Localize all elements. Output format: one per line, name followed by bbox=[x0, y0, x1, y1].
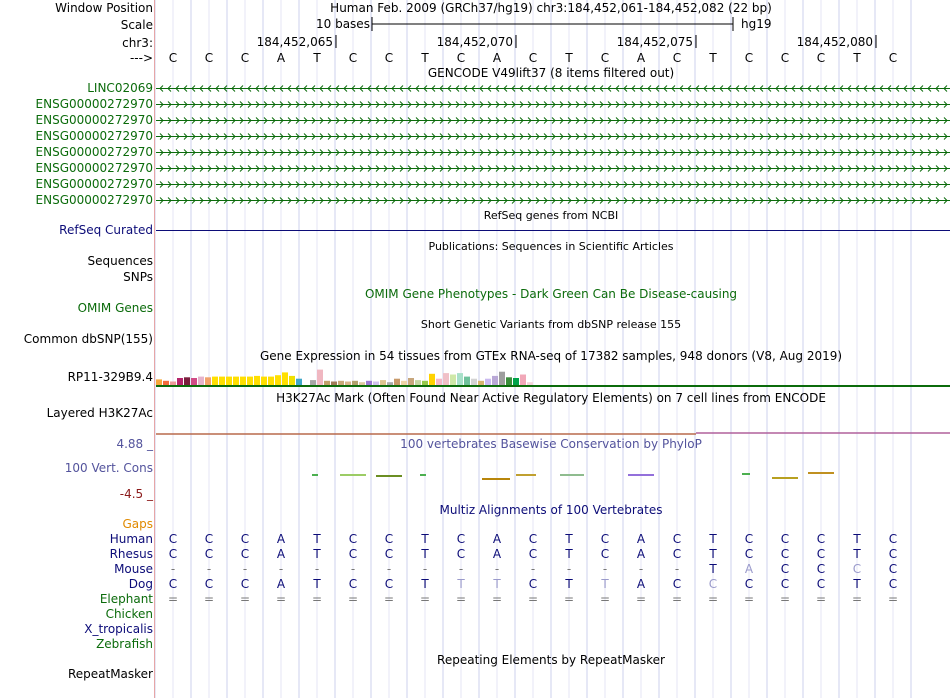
species-label[interactable]: Elephant bbox=[99, 592, 153, 606]
gtex-bar bbox=[240, 377, 246, 385]
gtex-bar bbox=[268, 377, 274, 385]
alignment-base: T bbox=[565, 547, 573, 561]
gencode-item-label[interactable]: ENSG00000272970 bbox=[35, 129, 153, 143]
alignment-base: = bbox=[419, 592, 431, 606]
gencode-item-label[interactable]: LINC02069 bbox=[87, 81, 153, 95]
gtex-bar bbox=[177, 378, 183, 385]
alignment-base: = bbox=[239, 592, 251, 606]
alignment-base: = bbox=[815, 592, 827, 606]
gtex-bar bbox=[212, 377, 218, 385]
gtex-bar bbox=[317, 370, 323, 385]
gtex-bar bbox=[373, 382, 379, 386]
h3k27ac-label[interactable]: Layered H3K27Ac bbox=[46, 406, 153, 420]
strand-label: ---> bbox=[129, 51, 153, 65]
sequence-base: T bbox=[313, 51, 321, 65]
alignment-base: - bbox=[422, 562, 428, 576]
alignment-base: C bbox=[744, 532, 754, 546]
alignment-base: = bbox=[851, 592, 863, 606]
gtex-bar bbox=[401, 381, 407, 385]
alignment-base: C bbox=[816, 532, 826, 546]
alignment-base: = bbox=[167, 592, 179, 606]
alignment-base: = bbox=[635, 592, 647, 606]
alignment-base: = bbox=[275, 592, 287, 606]
alignment-base: T bbox=[709, 547, 717, 561]
alignment-base: C bbox=[780, 532, 790, 546]
alignment-base: = bbox=[347, 592, 359, 606]
alignment-base: - bbox=[530, 562, 536, 576]
multiz-title: Multiz Alignments of 100 Vertebrates bbox=[439, 503, 663, 517]
window-position-label: Window Position bbox=[55, 1, 153, 15]
gtex-bar bbox=[275, 375, 281, 385]
publications-label[interactable]: Sequences bbox=[87, 254, 153, 268]
alignment-base: A bbox=[492, 532, 502, 546]
alignment-base: = bbox=[743, 592, 755, 606]
gtex-bar bbox=[226, 377, 232, 385]
alignment-base: = bbox=[779, 592, 791, 606]
gtex-bar bbox=[184, 377, 190, 385]
gtex-bar bbox=[296, 379, 302, 385]
gtex-bar bbox=[191, 378, 197, 385]
gtex-bar bbox=[331, 382, 337, 386]
gtex-bar bbox=[485, 379, 491, 385]
gtex-bar bbox=[422, 381, 428, 385]
scale-bar-text: 10 bases bbox=[316, 17, 370, 31]
gtex-bar bbox=[415, 380, 421, 385]
gencode-item-label[interactable]: ENSG00000272970 bbox=[35, 113, 153, 127]
alignment-base: - bbox=[314, 562, 320, 576]
sequence-base: A bbox=[636, 51, 646, 65]
alignment-base: T bbox=[313, 577, 321, 591]
gtex-label[interactable]: RP11-329B9.4 bbox=[67, 370, 153, 384]
gtex-bar bbox=[450, 375, 456, 386]
publications-title: Publications: Sequences in Scientific Articles bbox=[428, 240, 674, 253]
alignment-base: - bbox=[206, 562, 212, 576]
alignment-base: T bbox=[601, 577, 609, 591]
alignment-base: - bbox=[494, 562, 500, 576]
snps-label[interactable]: SNPs bbox=[123, 270, 153, 284]
alignment-base: C bbox=[672, 547, 682, 561]
alignment-base: C bbox=[780, 562, 790, 576]
alignment-base: - bbox=[242, 562, 248, 576]
gtex-bar bbox=[359, 382, 365, 385]
alignment-base: C bbox=[888, 562, 898, 576]
alignment-base: C bbox=[816, 562, 826, 576]
gtex-bar bbox=[219, 377, 225, 385]
gtex-bar bbox=[478, 381, 484, 385]
gtex-bar bbox=[289, 376, 295, 385]
gtex-bar bbox=[513, 378, 519, 385]
alignment-base: = bbox=[887, 592, 899, 606]
dbsnp-label[interactable]: Common dbSNP(155) bbox=[23, 332, 153, 346]
alignment-base: C bbox=[888, 577, 898, 591]
gencode-item-label[interactable]: ENSG00000272970 bbox=[35, 145, 153, 159]
alignment-base: C bbox=[348, 577, 358, 591]
dbsnp-title: Short Genetic Variants from dbSNP release 155 bbox=[420, 318, 682, 331]
sequence-base: A bbox=[276, 51, 286, 65]
alignment-base: C bbox=[816, 577, 826, 591]
alignment-base: A bbox=[636, 532, 646, 546]
cons-title: 100 vertebrates Basewise Conservation by PhyloP bbox=[400, 437, 702, 451]
coordinate-label: 184,452,080 bbox=[796, 35, 873, 49]
gtex-bar bbox=[198, 377, 204, 385]
species-label[interactable]: Human bbox=[109, 532, 153, 546]
alignment-base: T bbox=[313, 547, 321, 561]
alignment-base: = bbox=[383, 592, 395, 606]
alignment-base: - bbox=[566, 562, 572, 576]
gtex-bar bbox=[247, 377, 253, 385]
alignment-base: C bbox=[168, 577, 178, 591]
alignment-base: A bbox=[492, 547, 502, 561]
alignment-base: A bbox=[276, 532, 286, 546]
alignment-base: C bbox=[168, 532, 178, 546]
sequence-base: C bbox=[168, 51, 178, 65]
gtex-bar bbox=[436, 379, 442, 385]
gtex-bar bbox=[527, 382, 533, 385]
alignment-base: C bbox=[528, 532, 538, 546]
gtex-bar bbox=[457, 373, 463, 385]
species-label[interactable]: Rhesus bbox=[109, 547, 153, 561]
cons-plot[interactable] bbox=[0, 455, 950, 495]
alignment-base: C bbox=[744, 547, 754, 561]
species-label[interactable]: Mouse bbox=[114, 562, 153, 576]
alignment-base: A bbox=[636, 547, 646, 561]
sequence-base: C bbox=[528, 51, 538, 65]
alignment-base: A bbox=[276, 547, 286, 561]
sequence-base: C bbox=[888, 51, 898, 65]
gencode-item-label[interactable]: ENSG00000272970 bbox=[35, 97, 153, 111]
alignment-base: T bbox=[709, 532, 717, 546]
sequence-base: C bbox=[384, 51, 394, 65]
gencode-item-label[interactable]: ENSG00000272970 bbox=[35, 193, 153, 207]
alignment-base: T bbox=[313, 532, 321, 546]
alignment-base: - bbox=[170, 562, 176, 576]
sequence-base: C bbox=[816, 51, 826, 65]
gtex-bar bbox=[471, 379, 477, 385]
gtex-bar bbox=[499, 372, 505, 385]
gtex-bar bbox=[506, 377, 512, 385]
alignment-base: C bbox=[384, 577, 394, 591]
alignment-base: C bbox=[528, 577, 538, 591]
sequence-base: C bbox=[204, 51, 214, 65]
cons-ymin: -4.5 _ bbox=[119, 487, 153, 501]
alignment-base: C bbox=[240, 577, 250, 591]
gtex-bar bbox=[170, 382, 176, 386]
alignment-base: = bbox=[599, 592, 611, 606]
coordinate-label: 184,452,075 bbox=[616, 35, 693, 49]
species-label[interactable]: Zebrafish bbox=[96, 637, 153, 651]
alignment-base: - bbox=[638, 562, 644, 576]
sequence-base: C bbox=[672, 51, 682, 65]
gtex-bar bbox=[163, 381, 169, 385]
sequence-base: T bbox=[421, 51, 429, 65]
sequence-base: C bbox=[600, 51, 610, 65]
gtex-bar bbox=[338, 381, 344, 385]
gtex-bar bbox=[205, 377, 211, 385]
omim-label[interactable]: OMIM Genes bbox=[77, 301, 153, 315]
alignment-base: C bbox=[672, 532, 682, 546]
alignment-base: - bbox=[278, 562, 284, 576]
cons-label[interactable]: 100 Vert. Cons bbox=[64, 461, 153, 475]
alignment-base: C bbox=[204, 532, 214, 546]
sequence-base: C bbox=[348, 51, 358, 65]
alignment-base: - bbox=[602, 562, 608, 576]
sequence-base: C bbox=[456, 51, 466, 65]
sequence-base: C bbox=[240, 51, 250, 65]
alignment-base: C bbox=[744, 577, 754, 591]
alignment-base: T bbox=[421, 577, 429, 591]
alignment-base: - bbox=[458, 562, 464, 576]
alignment-base: C bbox=[240, 532, 250, 546]
gtex-bar bbox=[387, 382, 393, 385]
sequence-base: T bbox=[709, 51, 717, 65]
gtex-bar bbox=[429, 374, 435, 385]
species-label[interactable]: Chicken bbox=[105, 607, 153, 621]
alignment-base: C bbox=[852, 562, 862, 576]
scale-label: Scale bbox=[120, 18, 153, 32]
alignment-base: C bbox=[348, 532, 358, 546]
alignment-base: - bbox=[674, 562, 680, 576]
gtex-bar bbox=[352, 381, 358, 385]
gtex-bar bbox=[380, 380, 386, 385]
gencode-item-label[interactable]: ENSG00000272970 bbox=[35, 177, 153, 191]
refseq-label[interactable]: RefSeq Curated bbox=[59, 223, 153, 237]
gtex-bar bbox=[520, 375, 526, 386]
alignment-base: T bbox=[565, 577, 573, 591]
gencode-title: GENCODE V49lift37 (8 items filtered out) bbox=[427, 66, 675, 80]
coordinate-label: 184,452,065 bbox=[256, 35, 333, 49]
alignment-base: T bbox=[421, 547, 429, 561]
window-position-value: Human Feb. 2009 (GRCh37/hg19) chr3:184,452,061-184,452,082 (22 bp) bbox=[330, 1, 772, 15]
alignment-base: C bbox=[348, 547, 358, 561]
alignment-base: T bbox=[565, 532, 573, 546]
gtex-bar bbox=[366, 381, 372, 385]
repeatmasker-label[interactable]: RepeatMasker bbox=[67, 667, 153, 681]
alignment-base: C bbox=[780, 547, 790, 561]
cons-ymax: 4.88 _ bbox=[116, 437, 153, 451]
gtex-bar-chart[interactable] bbox=[0, 360, 950, 390]
gtex-bar bbox=[282, 372, 288, 385]
alignment-base: C bbox=[672, 577, 682, 591]
gtex-bar bbox=[443, 373, 449, 385]
omim-title: OMIM Gene Phenotypes - Dark Green Can Be Disease-causing bbox=[364, 287, 738, 301]
alignment-base: T bbox=[853, 577, 861, 591]
sequence-base: T bbox=[565, 51, 573, 65]
alignment-base: C bbox=[168, 547, 178, 561]
gaps-label[interactable]: Gaps bbox=[122, 517, 153, 531]
alignment-base: T bbox=[853, 547, 861, 561]
gtex-bar bbox=[324, 381, 330, 385]
alignment-base: C bbox=[600, 547, 610, 561]
alignment-base: C bbox=[528, 547, 538, 561]
alignment-base: - bbox=[386, 562, 392, 576]
gtex-title: Gene Expression in 54 tissues from GTEx RNA-seq of 17382 samples, 948 donors (V8, Aug 2019) bbox=[259, 349, 843, 363]
alignment-base: A bbox=[744, 562, 754, 576]
alignment-base: C bbox=[780, 577, 790, 591]
alignment-base: C bbox=[204, 577, 214, 591]
alignment-base: C bbox=[384, 532, 394, 546]
sequence-base: A bbox=[492, 51, 502, 65]
alignment-base: = bbox=[455, 592, 467, 606]
alignment-base: T bbox=[421, 532, 429, 546]
alignment-base: C bbox=[600, 532, 610, 546]
gtex-bar bbox=[394, 379, 400, 385]
gencode-item-label[interactable]: ENSG00000272970 bbox=[35, 161, 153, 175]
refseq-title: RefSeq genes from NCBI bbox=[483, 209, 619, 222]
species-label[interactable]: Dog bbox=[128, 577, 153, 591]
alignment-base: = bbox=[311, 592, 323, 606]
sequence-base: C bbox=[744, 51, 754, 65]
h3k27ac-title: H3K27Ac Mark (Often Found Near Active Regulatory Elements) on 7 cell lines from ENCODE bbox=[276, 391, 826, 405]
alignment-base: C bbox=[240, 547, 250, 561]
species-label[interactable]: X_tropicalis bbox=[84, 622, 153, 636]
alignment-base: C bbox=[456, 547, 466, 561]
sequence-base: T bbox=[853, 51, 861, 65]
gtex-bar bbox=[254, 376, 260, 385]
alignment-base: A bbox=[636, 577, 646, 591]
alignment-base: C bbox=[816, 547, 826, 561]
alignment-base: C bbox=[204, 547, 214, 561]
gtex-bar bbox=[156, 379, 162, 385]
alignment-base: C bbox=[888, 532, 898, 546]
alignment-base: = bbox=[707, 592, 719, 606]
alignment-base: A bbox=[276, 577, 286, 591]
alignment-base: C bbox=[708, 577, 718, 591]
gtex-bar bbox=[345, 382, 351, 386]
alignment-base: = bbox=[203, 592, 215, 606]
alignment-base: C bbox=[384, 547, 394, 561]
alignment-base: T bbox=[493, 577, 501, 591]
alignment-base: C bbox=[888, 547, 898, 561]
gtex-bar bbox=[492, 376, 498, 385]
alignment-base: = bbox=[491, 592, 503, 606]
alignment-base: C bbox=[456, 532, 466, 546]
gtex-bar bbox=[233, 377, 239, 385]
alignment-base: T bbox=[709, 562, 717, 576]
alignment-base: = bbox=[563, 592, 575, 606]
sequence-base: C bbox=[780, 51, 790, 65]
coordinate-label: 184,452,070 bbox=[436, 35, 513, 49]
gtex-bar bbox=[408, 378, 414, 385]
repeatmasker-title: Repeating Elements by RepeatMasker bbox=[437, 653, 665, 667]
chr-label: chr3: bbox=[122, 36, 153, 50]
alignment-base: = bbox=[527, 592, 539, 606]
alignment-base: - bbox=[350, 562, 356, 576]
alignment-base: T bbox=[457, 577, 465, 591]
scale-assembly: hg19 bbox=[741, 17, 772, 31]
gtex-bar bbox=[310, 380, 316, 385]
gtex-bar bbox=[464, 377, 470, 385]
alignment-base: T bbox=[853, 532, 861, 546]
gtex-bar bbox=[261, 377, 267, 385]
alignment-base: = bbox=[671, 592, 683, 606]
